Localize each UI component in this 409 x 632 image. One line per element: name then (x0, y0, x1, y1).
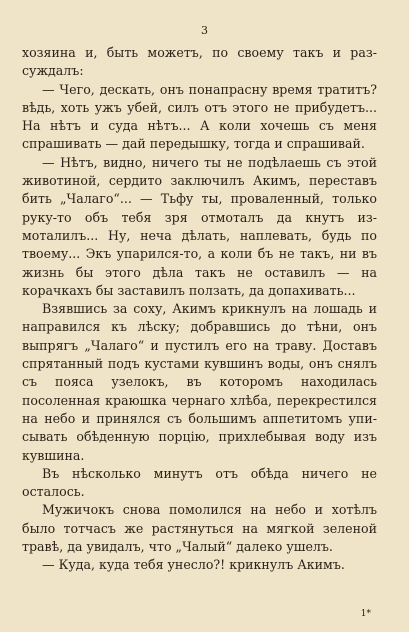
paragraph-1: хозяина и, быть можетъ, по своему такъ и разсуждалъ: (22, 45, 377, 79)
body-text (22, 44, 377, 575)
paragraph-4: Взявшись за соху, Акимъ крикнулъ на лошадь и направился къ лѣску; добравшись до тѣни, онъ выпрягъ „Чалаго“ и пустилъ его на траву. Доставъ спрятанный подъ кустами кувшинъ воды, онъ снялъ съ пояса узелокъ, въ которомъ находилась посоленная краюшка чернаго хлѣба, перекрестился на небо и принялся съ большимъ аппетитомъ уписывать обѣденную порцію, прихлебывая воду изъ кувшина. (22, 301, 377, 463)
paragraph-6: Мужичокъ снова помолился на небо и хотѣлъ было тотчасъ же растянуться на мягкой зеленой травѣ, да увидалъ, что „Чалый“ далеко ушелъ. (22, 502, 377, 555)
paragraph-3: — Нѣтъ, видно, ничего ты не подѣлаешь съ этой животиной, сердито заключилъ Акимъ, переставъ бить „Чалаго“... — Тьфу ты, проваленный, только руку-то объ тебя зря отмоталъ да кнутъ измоталилъ... Ну, неча дѣлать, наплевать, будь по твоему... Экъ упарился-то, а коли бъ не такъ, ни въ жизнь бы этого дѣла такъ не оставилъ — на корачкахъ бы заставилъ ползать, да допахивать... (22, 154, 377, 298)
paragraph-7: — Куда, куда тебя унесло?! крикнулъ Акимъ. (42, 557, 345, 573)
paragraph-2: — Чего, дескать, онъ понапрасну время тратитъ? вѣдь, хоть ужъ убей, силъ отъ этого не прибудетъ... На нѣтъ и суда нѣтъ... А коли хочешь съ меня спрашивать — дай передышку, тогда и спрашивай. (22, 81, 377, 152)
page-number: 3 (201, 24, 208, 37)
signature-mark: 1* (360, 609, 371, 619)
paragraph-5: Въ нѣсколько минутъ отъ обѣда ничего не осталось. (22, 465, 377, 500)
